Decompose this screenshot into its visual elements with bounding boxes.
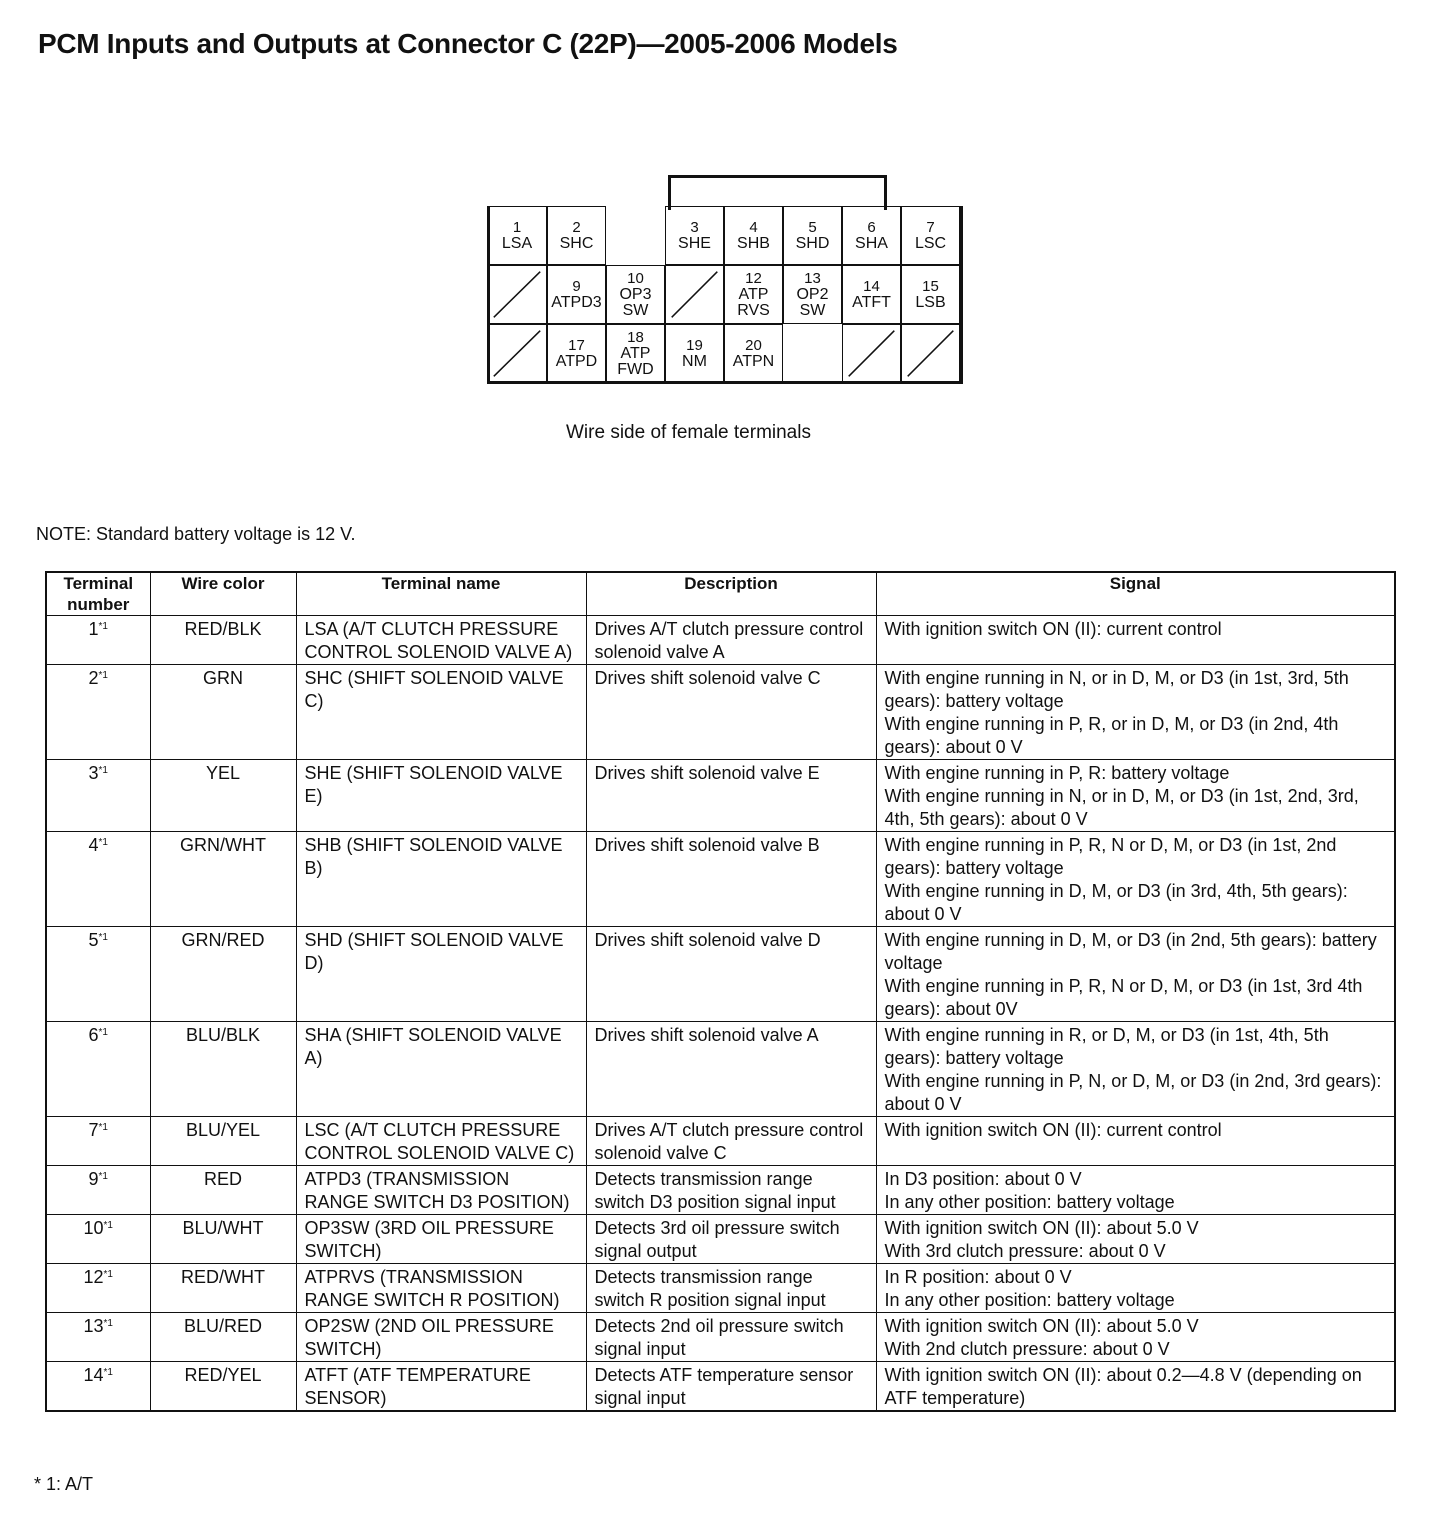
terminal-description: Detects transmission range switch D3 position signal input <box>586 1166 876 1215</box>
connector-pin-label: ATP RVS <box>737 285 770 319</box>
footnote-mark: *1 <box>103 1367 113 1378</box>
table-row <box>46 927 1395 1022</box>
terminal-signal <box>876 760 1395 832</box>
terminal-number-cell <box>46 760 150 832</box>
connector-pin-label: SHC <box>559 234 594 252</box>
terminal-number: 4 <box>88 835 99 855</box>
unused-cavity-slash-icon <box>666 266 723 323</box>
footnote-mark: *1 <box>98 1171 108 1182</box>
terminal-description: Detects 3rd oil pressure switch signal output <box>586 1215 876 1264</box>
connector-gap <box>606 206 665 265</box>
terminal-number-cell <box>46 1117 150 1166</box>
terminal-name: ATPRVS (TRANSMISSION RANGE SWITCH R POSITION) <box>296 1264 586 1313</box>
terminal-signal <box>876 616 1395 665</box>
terminal-number: 1 <box>88 619 99 639</box>
terminal-table <box>45 571 1396 1412</box>
terminal-number: 12 <box>83 1267 104 1287</box>
header-description: Description <box>586 572 876 616</box>
page-title: PCM Inputs and Outputs at Connector C (22P)—2005-2006 Models <box>38 28 898 59</box>
terminal-number: 6 <box>88 1025 99 1045</box>
terminal-signal <box>876 832 1395 927</box>
footnote-mark: *1 <box>98 621 108 632</box>
terminal-description: Detects transmission range switch R position signal input <box>586 1264 876 1313</box>
terminal-description: Detects 2nd oil pressure switch signal input <box>586 1313 876 1362</box>
signal-line: In D3 position: about 0 V <box>884 1169 1082 1189</box>
signal-line: With engine running in D, M, or D3 (in 3rd, 4th, 5th gears): about 0 V <box>884 881 1348 924</box>
table-row <box>46 665 1395 760</box>
footnote-mark: *1 <box>103 1318 113 1329</box>
terminal-number: 7 <box>88 1120 99 1140</box>
signal-line: In R position: about 0 V <box>884 1267 1072 1287</box>
connector-pin <box>606 265 665 324</box>
connector-pin <box>783 206 842 265</box>
signal-line: With engine running in P, R, N or D, M, or D3 (in 1st, 2nd gears): battery voltage <box>884 835 1337 878</box>
header-wire-color: Wire color <box>150 572 296 616</box>
header-signal: Signal <box>876 572 1395 616</box>
connector-unused-cavity <box>901 324 960 383</box>
signal-line: With engine running in R, or D, M, or D3 (in 1st, 4th, 5th gears): battery voltage <box>884 1025 1329 1068</box>
connector-pin <box>724 265 783 324</box>
table-row <box>46 1362 1395 1412</box>
signal-line: With engine running in P, R, N or D, M, or D3 (in 1st, 3rd 4th gears): about 0V <box>884 976 1363 1019</box>
wire-color: RED <box>150 1166 296 1215</box>
footnote-mark: *1 <box>98 932 108 943</box>
connector-pin-number: 5 <box>808 218 817 236</box>
connector-pin-number: 12 <box>745 269 762 287</box>
connector-pin-number: 19 <box>686 336 703 354</box>
terminal-description: Detects ATF temperature sensor signal input <box>586 1362 876 1412</box>
connector-pin-label: LSC <box>914 234 947 252</box>
terminal-signal <box>876 1264 1395 1313</box>
connector-pin-number: 10 <box>627 269 644 287</box>
table-row <box>46 832 1395 927</box>
connector-pin-label: SHA <box>855 234 888 252</box>
terminal-name: ATPD3 (TRANSMISSION RANGE SWITCH D3 POSITION) <box>296 1166 586 1215</box>
terminal-signal <box>876 1215 1395 1264</box>
signal-line: With engine running in N, or in D, M, or D3 (in 1st, 3rd, 5th gears): battery voltage <box>884 668 1349 711</box>
terminal-description: Drives shift solenoid valve E <box>586 760 876 832</box>
table-row <box>46 1166 1395 1215</box>
header-terminal-name: Terminal name <box>296 572 586 616</box>
connector-pin-number: 17 <box>568 336 585 354</box>
signal-line: With engine running in N, or in D, M, or D3 (in 1st, 2nd, 3rd, 4th, 5th gears): about 0 V <box>884 786 1359 829</box>
connector-pin-number: 4 <box>749 218 758 236</box>
wire-color: YEL <box>150 760 296 832</box>
terminal-number-cell <box>46 665 150 760</box>
connector-pin-label: LSB <box>915 293 946 311</box>
connector-pin-number: 2 <box>572 218 581 236</box>
connector-pin-label: OP3 SW <box>619 285 652 319</box>
connector-pin-number: 6 <box>867 218 876 236</box>
terminal-number-cell <box>46 1215 150 1264</box>
signal-line: In any other position: battery voltage <box>884 1290 1175 1310</box>
connector-pin-number: 14 <box>863 277 880 295</box>
wire-color: GRN <box>150 665 296 760</box>
footnote: * 1: A/T <box>34 1474 94 1494</box>
connector-pin-number: 20 <box>745 336 762 354</box>
table-header-row <box>46 572 1395 616</box>
terminal-number-cell <box>46 1166 150 1215</box>
connector-caption: Wire side of female terminals <box>566 422 811 443</box>
connector-pin <box>665 324 724 383</box>
connector-pin <box>487 206 547 265</box>
table-row <box>46 1022 1395 1117</box>
table-row <box>46 1117 1395 1166</box>
connector-diagram <box>487 206 960 383</box>
signal-line: With engine running in D, M, or D3 (in 2nd, 5th gears): battery voltage <box>884 930 1377 973</box>
footnote-mark: *1 <box>98 765 108 776</box>
signal-line: With 2nd clutch pressure: about 0 V <box>884 1339 1170 1359</box>
voltage-note: NOTE: Standard battery voltage is 12 V. <box>36 524 356 544</box>
signal-line: With ignition switch ON (II): current control <box>884 1120 1222 1140</box>
terminal-number: 10 <box>83 1218 104 1238</box>
terminal-number-cell <box>46 832 150 927</box>
signal-line: With ignition switch ON (II): about 5.0 V <box>884 1316 1199 1336</box>
terminal-name: SHE (SHIFT SOLENOID VALVE E) <box>296 760 586 832</box>
terminal-number: 14 <box>83 1365 104 1385</box>
connector-pin <box>901 206 960 265</box>
terminal-number-cell <box>46 927 150 1022</box>
terminal-name: OP2SW (2ND OIL PRESSURE SWITCH) <box>296 1313 586 1362</box>
terminal-name: OP3SW (3RD OIL PRESSURE SWITCH) <box>296 1215 586 1264</box>
signal-line: With engine running in P, N, or D, M, or D3 (in 2nd, 3rd gears): about 0 V <box>884 1071 1382 1114</box>
table-row <box>46 760 1395 832</box>
connector-unused-cavity <box>487 265 547 324</box>
connector-lock-tab <box>668 175 887 210</box>
connector-pin-number: 15 <box>922 277 939 295</box>
terminal-name: LSA (A/T CLUTCH PRESSURE CONTROL SOLENOID VALVE A) <box>296 616 586 665</box>
terminal-name: SHC (SHIFT SOLENOID VALVE C) <box>296 665 586 760</box>
connector-unused-cavity <box>665 265 724 324</box>
header-terminal-number: Terminal number <box>46 572 150 616</box>
connector-pin <box>547 265 606 324</box>
wire-color: BLU/RED <box>150 1313 296 1362</box>
footnote-mark: *1 <box>98 1122 108 1133</box>
wire-color: RED/WHT <box>150 1264 296 1313</box>
wire-color: BLU/YEL <box>150 1117 296 1166</box>
terminal-name: SHB (SHIFT SOLENOID VALVE B) <box>296 832 586 927</box>
terminal-number: 5 <box>88 930 99 950</box>
unused-cavity-slash-icon <box>843 325 900 382</box>
connector-unused-cavity <box>842 324 901 383</box>
wire-color: RED/BLK <box>150 616 296 665</box>
terminal-description: Drives A/T clutch pressure control solenoid valve A <box>586 616 876 665</box>
wire-color: BLU/WHT <box>150 1215 296 1264</box>
footnote-mark: *1 <box>98 837 108 848</box>
unused-cavity-slash-icon <box>902 325 959 382</box>
connector-pin-number: 9 <box>572 277 581 295</box>
terminal-number: 9 <box>88 1169 99 1189</box>
connector-pin-label: OP2 SW <box>796 285 829 319</box>
footnote-mark: *1 <box>98 1027 108 1038</box>
connector-pin-label: ATPD3 <box>551 293 602 311</box>
terminal-signal <box>876 665 1395 760</box>
signal-line: With engine running in P, R: battery voltage <box>884 763 1230 783</box>
terminal-number: 2 <box>88 668 99 688</box>
signal-line: With ignition switch ON (II): current control <box>884 619 1222 639</box>
terminal-signal <box>876 1117 1395 1166</box>
connector-pin <box>547 324 606 383</box>
signal-line: With ignition switch ON (II): about 0.2—4.8 V (depending on ATF temperature) <box>884 1365 1362 1408</box>
terminal-number-cell <box>46 616 150 665</box>
connector-pin-number: 13 <box>804 269 821 287</box>
terminal-signal <box>876 927 1395 1022</box>
signal-line: With ignition switch ON (II): about 5.0 V <box>884 1218 1199 1238</box>
wire-color: GRN/WHT <box>150 832 296 927</box>
connector-unused-cavity <box>487 324 547 383</box>
signal-line: In any other position: battery voltage <box>884 1192 1175 1212</box>
terminal-description: Drives shift solenoid valve B <box>586 832 876 927</box>
connector-pin-label: ATPD <box>555 352 598 370</box>
connector-pin-number: 18 <box>627 328 644 346</box>
unused-cavity-slash-icon <box>488 325 546 382</box>
connector-pin-label: NM <box>682 352 707 370</box>
terminal-name: SHD (SHIFT SOLENOID VALVE D) <box>296 927 586 1022</box>
wire-color: BLU/BLK <box>150 1022 296 1117</box>
terminal-number: 3 <box>88 763 99 783</box>
terminal-number: 13 <box>83 1316 104 1336</box>
connector-pin <box>665 206 724 265</box>
connector-pin-number: 7 <box>926 218 935 236</box>
connector-pin <box>547 206 606 265</box>
terminal-name: SHA (SHIFT SOLENOID VALVE A) <box>296 1022 586 1117</box>
signal-line: With engine running in P, R, or in D, M, or D3 (in 2nd, 4th gears): about 0 V <box>884 714 1339 757</box>
terminal-name: LSC (A/T CLUTCH PRESSURE CONTROL SOLENOID VALVE C) <box>296 1117 586 1166</box>
connector-pin-number: 1 <box>512 218 522 236</box>
terminal-signal <box>876 1313 1395 1362</box>
connector-gap <box>783 324 842 383</box>
footnote-mark: *1 <box>98 670 108 681</box>
table-row <box>46 1215 1395 1264</box>
connector-pin <box>842 206 901 265</box>
wire-color: RED/YEL <box>150 1362 296 1412</box>
connector-pin <box>783 265 842 324</box>
connector-pin-number: 3 <box>690 218 699 236</box>
terminal-number-cell <box>46 1362 150 1412</box>
connector-pin <box>724 324 783 383</box>
wire-color: GRN/RED <box>150 927 296 1022</box>
table-row <box>46 1313 1395 1362</box>
connector-pin-label: ATFT <box>852 293 891 311</box>
unused-cavity-slash-icon <box>488 266 546 323</box>
connector-pin <box>606 324 665 383</box>
table-row <box>46 1264 1395 1313</box>
connector-pin-label: ATP FWD <box>617 344 654 378</box>
terminal-name: ATFT (ATF TEMPERATURE SENSOR) <box>296 1362 586 1412</box>
connector-pin <box>842 265 901 324</box>
table-row <box>46 616 1395 665</box>
signal-line: With 3rd clutch pressure: about 0 V <box>884 1241 1166 1261</box>
terminal-description: Drives A/T clutch pressure control solenoid valve C <box>586 1117 876 1166</box>
terminal-signal <box>876 1166 1395 1215</box>
footnote-mark: *1 <box>103 1220 113 1231</box>
terminal-signal <box>876 1362 1395 1412</box>
connector-pin <box>724 206 783 265</box>
connector-pin-label: ATPN <box>732 352 775 370</box>
terminal-description: Drives shift solenoid valve D <box>586 927 876 1022</box>
connector-pin-label: LSA <box>501 234 533 252</box>
connector-pin-label: SHD <box>795 234 830 252</box>
terminal-description: Drives shift solenoid valve A <box>586 1022 876 1117</box>
terminal-number-cell <box>46 1313 150 1362</box>
terminal-description: Drives shift solenoid valve C <box>586 665 876 760</box>
terminal-number-cell <box>46 1022 150 1117</box>
footnote-mark: *1 <box>103 1269 113 1280</box>
connector-pin-label: SHE <box>678 234 711 252</box>
connector-pin-label: SHB <box>737 234 770 252</box>
terminal-number-cell <box>46 1264 150 1313</box>
terminal-signal <box>876 1022 1395 1117</box>
connector-pin <box>901 265 960 324</box>
